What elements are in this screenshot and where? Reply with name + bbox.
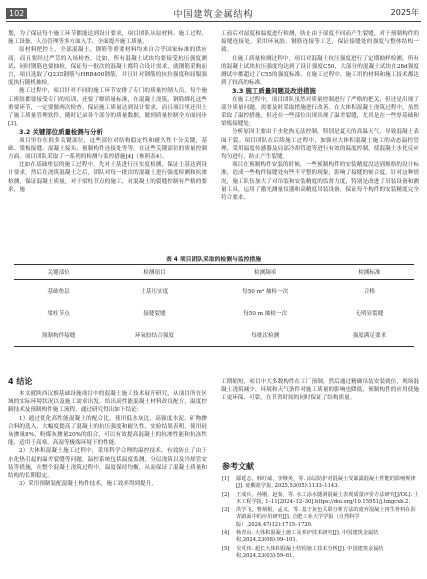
- paragraph: 3）采用预制装配混凝土构件技术，施工效率得到提升，: [19, 481, 157, 488]
- table-cell: 每50 m² 抽检一次: [242, 289, 289, 295]
- table-cell: 每50 m 抽检一次: [243, 311, 288, 317]
- paragraph: 划，为了保证每个施工环节都能达到设计要求，项目团队从原材料、施工过程、施工设备、人员管理等多方面入手，全面提升施工质量。: [8, 31, 207, 46]
- conclusion-heading: 4 结论: [8, 377, 33, 386]
- reference-text: 洪学飞，曹炳根，孟义，等. 基于灰色关联分析方法的废弃混凝土再生骨料在沥青路面中的应用研究[J]. 合肥工业大学学报（自然科学版）,2024,47(12):1715–1720.: [236, 507, 416, 528]
- paragraph: 工期缩短，项目中大多数构件在工厂预制，然后通过精确吊装安装就位，现场混凝土浇筑减少，环境和天气条件对施工质量的影响也降低，预制构件的应用使施工更环保、可靠，在节省时间的同时保证了结构质量。: [221, 379, 419, 402]
- table-cell: 土基压实度: [140, 289, 169, 295]
- paragraph: 比如在基础垫层的施工过程中，先对土基进行压实度检测，保证土基达到设计要求，然后在浇筑混凝土之后，团队对每一批次的混凝土进行强度检测和抗渗检测，保证混凝土质量，对于梁柱节点的施工，对混凝土的裂缝控制有严格的要求，施: [8, 162, 207, 193]
- paragraph: 在施工质量检测过程中，项目对混凝土抗压强度进行了定期抽样检测，所有的混凝土试块抗压强度均达到了设计强度C50，大部分的混凝土试块在28d强度测试中都超过了C55的强度标准，在施工过程中，施工用的材料和施工技术都达到了较高的标准。: [221, 55, 419, 87]
- journal-title: 中国建筑金属结构: [173, 10, 254, 20]
- column-header: 关键部位: [14, 265, 103, 280]
- table-cell: 接缝裂缝: [143, 311, 166, 317]
- reference-text: 吴芃伟. 超长大体积混凝土结构施工技术分析[J]. 中国建筑金属结构,2024,23(03):59–61.: [236, 545, 384, 559]
- paragraph: 工前后对湿度和温度进行检测，防止由于湿度不同而产生裂缝，对于预制构件的接缝连接处，采用环氧胶、钢筋连接等工艺，保证接缝处的强度与整体结构一致。: [221, 31, 419, 54]
- reference-item: [222, 546, 419, 561]
- section-heading: 3.2 关键部位质量检测与分析: [19, 128, 103, 137]
- references-heading: 参考文献: [222, 462, 254, 471]
- left-column-top: [8, 30, 207, 194]
- reference-number: [3]: [222, 507, 230, 514]
- left-column-bottom: [8, 390, 207, 488]
- inspection-table: [14, 264, 414, 347]
- paragraph: 在施工过程中，项目团队虽然对质量控制进行了严格的把关，但还是出现了部分质量问题，需要及时采取措施进行改善。在大体积混凝土浇筑过程中，虽然采取了温控措施，但还在一些部位出现出现了温差裂缝，尤其是在一些厚基础和梁板接缝处。: [221, 96, 419, 128]
- issue-year: 2025年: [390, 8, 419, 17]
- paragraph: 2）大体积混凝土施工过程中，采用科学合理的温控技术，有效防止了由于水化热引起的温差裂缝等问题，温控系统包括温度监测，分层浇筑以及冷却管安装等措施，在整个混凝土浇筑过程中，温度保持均衡，从而保证了混凝土质量和结构的长期稳定。: [8, 448, 207, 480]
- reference-item: [222, 507, 419, 529]
- reference-number: [5]: [222, 545, 230, 552]
- paragraph: 1）通过优化高性能混凝土的配合比，使用低水灰比，高强度水泥，矿物掺合料的选入，大幅度提高了混凝土的抗压强度和耐久性，实验结果表明，使用硅灰掺量8%，粉煤灰掺量20%的组合，可以有效提高混凝土的抗渗性能和抗冻性能，适用于高寒、高湿等极端环境下的性能。: [8, 415, 207, 447]
- paragraph: 项目在预制构件安装的时候，一些预制构件的安装精度没达到规格的设计标准，造成一些构件接缝处有些不平整的现象，影响了接缝的密合度，针对这种情况，施工队伍加大了对吊装和安装精度的监督力度，特别是改进了吊装设备和测量工具，运用了激光测量仪器和高精度吊装设备，保证每个构件的安装精度完全符合要求。: [221, 162, 419, 202]
- reference-item: [222, 492, 419, 507]
- reference-item: [222, 476, 419, 491]
- right-column-bottom: [221, 378, 419, 403]
- table-row: [14, 280, 414, 303]
- reference-number: [1]: [222, 476, 230, 482]
- reference-item: [222, 530, 419, 545]
- table-cell: 预制构件接缝: [14, 324, 103, 347]
- table-cell: 合格: [363, 289, 375, 295]
- table-cell: 无明显裂缝: [355, 311, 384, 317]
- table-cell: 梁柱节点: [47, 311, 70, 317]
- column-header: 检测标准: [325, 265, 414, 280]
- header-rule: [6, 21, 421, 22]
- paragraph: 本文就陕西汉推基础设施项目中的混凝土施工技术展开研究，从项目所在区域的实际环境状况以及施工需求出发，给出高性能混凝土材料改良配方，温度控制技术及预制构件施工流程，通过研究得出如下结论：: [8, 391, 207, 414]
- paragraph: 原材料把控上，全部混凝土、钢筋等重要材料均来自合乎国家标准的供应商，而且要经过严苛的入场检查。比如，所有混凝土试块均要接受抗压强度测试，同时钢筋也要抽检，保证每一批次的混凝土都符合设计需求，就钢筋采购而言，项目选取了Q235钢筋与HRB400钢筋，并且针对钢筋的抗拉强度和屈服强度执行随机抽检。: [8, 47, 207, 87]
- reference-number: [2]: [222, 491, 230, 498]
- running-header: [0, 0, 427, 34]
- reference-list: [222, 476, 419, 561]
- table-cell: 基础垫层: [47, 289, 70, 295]
- table-row: [14, 302, 414, 324]
- right-column-top: [221, 30, 419, 202]
- column-header: 检测项目: [103, 265, 205, 280]
- table-cell: 环氧胶结合强度: [103, 324, 205, 347]
- table-header-row: [14, 265, 414, 280]
- table-caption: 表 4 项目团队采取的检测与监控措施: [165, 257, 262, 263]
- table-cell: 强度满足要求: [325, 324, 414, 347]
- section-heading: 3.3 施工质量问题及改进措施: [232, 87, 316, 96]
- page-number: 102: [6, 8, 27, 19]
- table-cell: 每批次检测: [206, 324, 325, 347]
- reference-text: 鄢延志，韩红威，李继英，等. 涂层防护对混凝土受暴露混凝土性能的影响规律[J]. 硅酸盐学报, 2025,53(05):1133–1143.: [236, 476, 416, 490]
- paragraph: 项目里存在很多关键部位，这些部位对结构稳定性和耐久性十分关键，基础、梁板接缝、混凝土接头、预制构件连接处等等，在这些关键部位的质量控制方面，项目团队采取了一系列的检测与监控措施[4]（参照表4）。: [8, 137, 207, 161]
- reference-number: [4]: [222, 530, 230, 537]
- paragraph: 施工过程中，项目针对不同的施工环节安排了专门的质量控制人员，每个施工班组都要接受专门的培训，还要了解质量标准，在混凝土浇筑、钢筋绑扎这些重要环节，一定要做两次检查。保证施工质量达到设计要求，而且项目里还用上了施工质量管理软件，随时记录各个部分的质量数据，做到质量控制全方面同步[3]。: [8, 88, 207, 128]
- reference-text: 杨青山. 大体积混凝土施工及养护技术研究[J]. 中国建筑金属结构,2024,23(08):99–101.: [236, 530, 379, 544]
- paragraph: 分析原因主要由于水化热无法控制，特别是夏天的高温天气，导致混凝土表面干裂。项目团队在后续施工过程中，加强对大体积混凝土施工的动态温控管理，采用温度传感器及局部冷却管道等进行有效的温度控制，使混凝土水化反应均匀进行，防止产生裂缝。: [221, 129, 419, 161]
- reference-text: 王成兵，孙刚，赵秦，等. 水工涂水隧洞混凝土表观质量评价方法研究[J/OL]. 土木工程学报, 1–11[2024–12–30].https://doi.org/10.15951/j.tmgcxb.2.: [236, 491, 419, 505]
- column-header: 检测频率: [206, 265, 325, 280]
- table-row: [14, 324, 414, 347]
